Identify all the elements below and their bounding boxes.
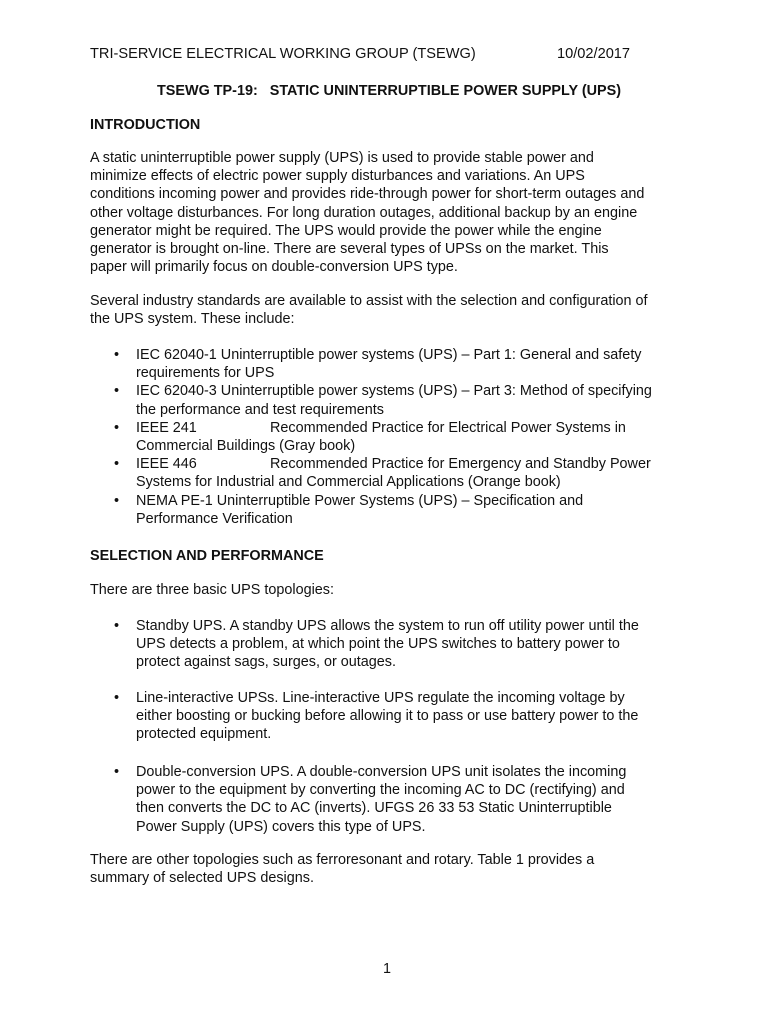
paragraph-line: There are three basic UPS topologies: (90, 582, 334, 598)
list-item (90, 419, 710, 455)
standard-line-1: NEMA PE-1 Uninterruptible Power Systems (UPS) – Specification and (136, 492, 584, 509)
page-header (90, 45, 650, 63)
standard-title: Recommended Practice for Emergency and Standby Power (270, 456, 651, 473)
standard-code: IEEE 446 (136, 456, 197, 473)
bullet-icon: • (114, 456, 120, 473)
list-item (90, 492, 710, 528)
page-number: 1 (382, 961, 391, 977)
paragraph-line: paper will primarily focus on double-conversion UPS type. (90, 259, 458, 276)
header-date: 10/02/2017 (557, 46, 631, 62)
bullet-icon: • (114, 690, 120, 706)
topology-item-double-conversion (90, 763, 710, 836)
paragraph-line: protected equipment. (136, 726, 272, 743)
standard-code: IEEE 241 (136, 419, 197, 436)
paragraph-line: summary of selected UPS designs. (90, 870, 314, 887)
list-item (90, 346, 710, 382)
standard-line-1: IEC 62040-3 Uninterruptible power systems (UPS) – Part 3: Method of specifying (136, 383, 652, 400)
paragraph-line: Line-interactive UPSs. Line-interactive UPS regulate the incoming voltage by (136, 690, 625, 706)
document-title: TSEWG TP-19: STATIC UNINTERRUPTIBLE POWER SUPPLY (UPS) (157, 83, 621, 99)
paragraph-line: power to the equipment by converting the incoming AC to DC (rectifying) and (136, 782, 625, 799)
standard-line-2: Systems for Industrial and Commercial Applications (Orange book) (136, 474, 561, 491)
standard-line-2: requirements for UPS (136, 365, 275, 382)
standard-title: Recommended Practice for Electrical Power Systems in (270, 419, 626, 436)
list-item (90, 455, 710, 491)
paragraph-line: generator might be required. The UPS would provide the power while the engine (90, 222, 602, 239)
paragraph-line: the UPS system. These include: (90, 311, 295, 328)
topology-item-line-interactive (90, 689, 710, 744)
paragraph-line: Power Supply (UPS) covers this type of UPS. (136, 818, 426, 835)
paragraph-line: UPS detects a problem, at which point the UPS switches to battery power to (136, 636, 620, 653)
topology-item-standby (90, 617, 710, 672)
paragraph-line: There are other topologies such as ferroresonant and rotary. Table 1 provides a (90, 852, 595, 868)
intro-paragraph-1 (90, 149, 690, 276)
list-item (90, 763, 710, 836)
bullet-icon: • (114, 347, 120, 363)
closing-paragraph (90, 851, 690, 887)
bullet-icon: • (114, 764, 120, 780)
standards-list (90, 346, 710, 528)
section-heading-introduction: INTRODUCTION (90, 117, 201, 133)
paragraph-line: other voltage disturbances. For long duration outages, additional backup by an engine (90, 204, 638, 221)
standard-line-2: the performance and test requirements (136, 401, 384, 418)
standard-line-2: Commercial Buildings (Gray book) (136, 438, 356, 455)
paragraph-line: minimize effects of electric power supply disturbances and variations. An UPS (90, 168, 585, 185)
standard-line-2: Performance Verification (136, 510, 293, 527)
paragraph-line: either boosting or bucking before allowing it to pass or use battery power to the (136, 708, 639, 725)
bullet-icon: • (114, 419, 120, 436)
paragraph-line: conditions incoming power and provides ride-through power for short-term outages and (90, 186, 645, 203)
paragraph-line: Double-conversion UPS. A double-conversion UPS unit isolates the incoming (136, 764, 627, 780)
standard-line-1 (136, 455, 710, 473)
header-organization: TRI-SERVICE ELECTRICAL WORKING GROUP (TSEWG) (90, 46, 476, 62)
section-heading-selection: SELECTION AND PERFORMANCE (90, 548, 324, 564)
paragraph-line: Several industry standards are available to assist with the selection and configuration of (90, 293, 648, 309)
standard-line-1 (136, 419, 710, 437)
bullet-icon: • (114, 618, 120, 634)
list-item (90, 689, 710, 744)
paragraph-line: A static uninterruptible power supply (UPS) is used to provide stable power and (90, 150, 594, 166)
list-item (90, 617, 710, 672)
topologies-intro (90, 581, 690, 599)
paragraph-line: Standby UPS. A standby UPS allows the system to run off utility power until the (136, 618, 639, 634)
bullet-icon: • (114, 492, 120, 509)
bullet-icon: • (114, 383, 120, 400)
paragraph-line: then converts the DC to AC (inverts). UFGS 26 33 53 Static Uninterruptible (136, 800, 612, 817)
intro-paragraph-2 (90, 292, 690, 328)
list-item (90, 382, 710, 418)
standard-line-1: IEC 62040-1 Uninterruptible power systems (UPS) – Part 1: General and safety (136, 347, 642, 363)
paragraph-line: protect against sags, surges, or outages. (136, 654, 396, 671)
paragraph-line: generator is brought on-line. There are several types of UPSs on the market. This (90, 241, 609, 258)
